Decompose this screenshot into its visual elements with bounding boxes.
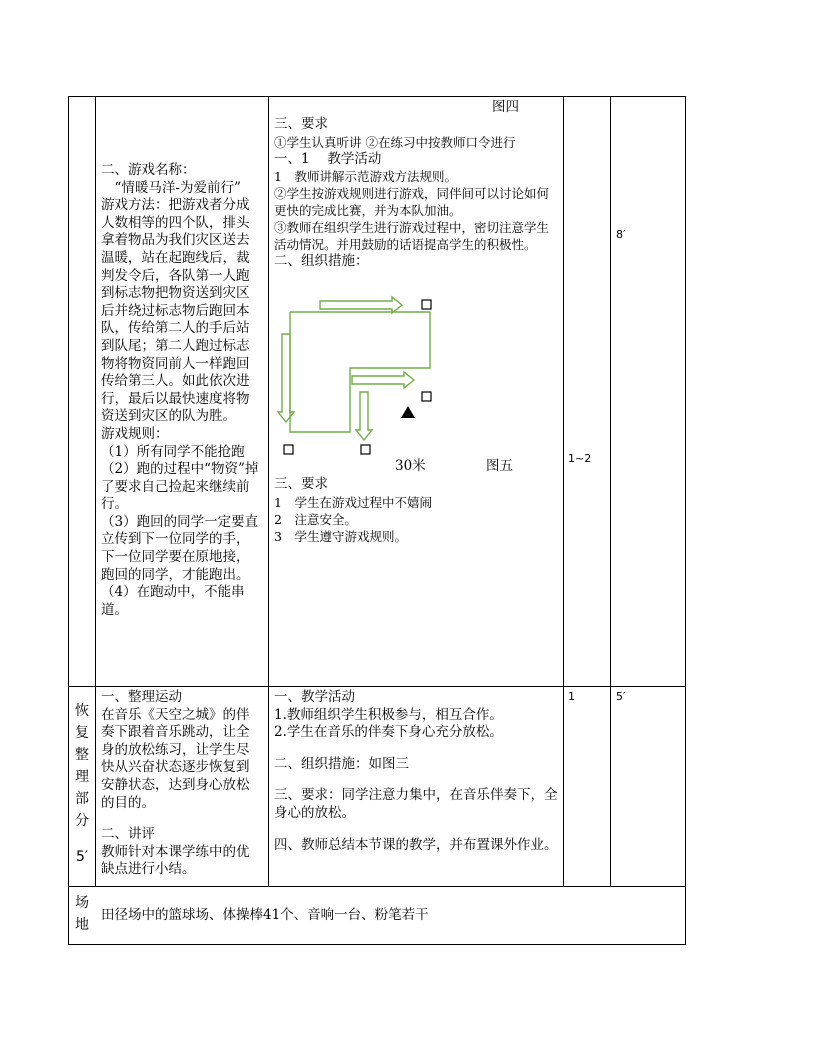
cooldown-description: 在音乐《天空之城》的伴奏下跟着音乐跳动，让全身的放松练习，让学生尽快从兴奋状态逐步恢复到安静状态，达到身心放松的目的。 xyxy=(101,706,250,811)
method-cell-bottom xyxy=(274,476,560,556)
marker-square-icon xyxy=(422,300,431,309)
marker-square-icon xyxy=(361,445,370,454)
table-row-divider xyxy=(68,686,686,687)
recovery-content-cell xyxy=(101,689,261,885)
column-divider xyxy=(610,96,611,887)
recovery-section-label xyxy=(70,700,94,870)
column-divider xyxy=(268,96,269,887)
arrow-down-icon xyxy=(278,334,294,422)
table-top-border xyxy=(68,96,686,97)
table-row-divider xyxy=(68,886,686,887)
field-diagram xyxy=(270,292,560,482)
marker-square-icon xyxy=(284,445,293,454)
recovery-activity-heading: 一、教学活动 xyxy=(274,689,355,705)
column-divider xyxy=(563,96,564,887)
fig5-label: 图五 xyxy=(486,458,513,474)
column-divider xyxy=(95,96,96,887)
section-label-char: 理 xyxy=(75,769,89,785)
review-heading: 二、讲评 xyxy=(101,826,155,843)
section-label-char: 分 xyxy=(75,813,89,829)
recovery-time: 5′ xyxy=(616,690,626,703)
requirement2-line-3: 3 学生遵守游戏规则。 xyxy=(274,528,407,544)
venue-label xyxy=(70,892,94,942)
recovery-organization: 二、组织措施：如图三 xyxy=(274,755,409,772)
section-label-char: 复 xyxy=(75,725,89,741)
activity-line-3: ③教师在组织学生进行游戏过程中，密切注意学生活动情况。并用鼓励的话语提高学生的积极性。 xyxy=(274,220,550,253)
activity-heading: 一、1 教学活动 xyxy=(274,150,382,167)
method-cell-top xyxy=(274,116,560,298)
requirement2-line-1: 1 学生在游戏过程中不嬉闹 xyxy=(274,494,432,510)
distance-label: 30米 xyxy=(395,458,426,474)
requirement-heading: 三、要求 xyxy=(274,116,328,132)
game-rule-3: （3）跑回的同学一定要直立传到下一位同学的手，下一位同学要在原地接，跑回的同学，才能跑出。 xyxy=(101,513,259,583)
fig4-label: 图四 xyxy=(492,99,519,115)
recovery-activity-line-1: 1.教师组织学生积极参与，相互合作。 xyxy=(274,706,503,723)
time-value: 8′ xyxy=(616,228,626,241)
review-description: 教师针对本课学练中的优缺点进行小结。 xyxy=(101,843,250,878)
teacher-triangle-icon xyxy=(401,406,415,418)
arrow-right-icon xyxy=(352,372,414,388)
cooldown-heading: 一、整理运动 xyxy=(101,689,182,705)
game-name-heading: 二、游戏名称： xyxy=(101,162,196,178)
arrow-right-icon xyxy=(320,297,402,313)
table-bottom-border xyxy=(68,944,686,945)
activity-line-2: ②学生按游戏规则进行游戏，同伴间可以讨论如何更快的完成比赛，并为本队加油。 xyxy=(274,186,550,219)
section-label-char: 部 xyxy=(75,791,89,807)
recovery-activity-line-2: 2.学生在音乐的伴奏下身心充分放松。 xyxy=(274,724,503,741)
requirement2-heading: 三、要求 xyxy=(274,476,328,492)
section-label-char: 整 xyxy=(75,747,89,763)
game-method: 游戏方法：把游戏者分成人数相等的四个队，排头拿着物品为我们灾区送去温暖，站在起跑线后，裁判发令后，各队第一人跑到标志物把物资送到灾区后并绕过标志物后跑回本队，传给第二人的手后站到队尾；第二人跑过标志物将物资同前人一样跑回传给第三人。如此依次进行，最后以最快速度将物资送到灾区的队为胜。 xyxy=(101,197,250,425)
recovery-method-cell xyxy=(274,689,560,885)
arrow-down-icon xyxy=(356,392,372,440)
recovery-repeat: 1 xyxy=(568,690,575,703)
requirement-line: ①学生认真听讲 ②在练习中按教师口令进行 xyxy=(274,134,516,150)
game-rule-1: （1）所有同学不能抢跑 xyxy=(101,443,245,460)
marker-square-icon xyxy=(422,392,431,401)
recovery-summary: 四、教师总结本节课的教学，并布置课外作业。 xyxy=(274,836,558,853)
venue-label-char: 场 xyxy=(75,895,89,911)
organization-heading: 二、组织措施： xyxy=(274,253,369,270)
game-name: “情暖马洋-为爱前行” xyxy=(101,179,241,196)
game-rules-heading: 游戏规则： xyxy=(101,425,169,442)
requirement2-line-2: 2 注意安全。 xyxy=(274,511,357,527)
venue-label-char: 地 xyxy=(75,917,89,933)
table-left-border xyxy=(68,96,69,945)
activity-line-1: 1 教师讲解示范游戏方法规则。 xyxy=(274,169,457,185)
venue-content: 田径场中的篮球场、体操棒41个、音响一台、粉笔若干 xyxy=(101,907,429,923)
table-right-border xyxy=(685,96,686,945)
game-rule-2: （2）跑的过程中“物资”掉了要求自己捡起来继续前行。 xyxy=(101,461,259,513)
section-label-char: 恢 xyxy=(75,703,89,719)
repeat-count: 1~2 xyxy=(568,452,592,465)
recovery-requirement: 三、要求：同学注意力集中，在音乐伴奏下，全身心的放松。 xyxy=(274,787,558,821)
game-rule-4: （4）在跑动中，不能串道。 xyxy=(101,584,245,618)
section-time: 5′ xyxy=(75,849,89,865)
game-content-cell xyxy=(101,162,261,684)
